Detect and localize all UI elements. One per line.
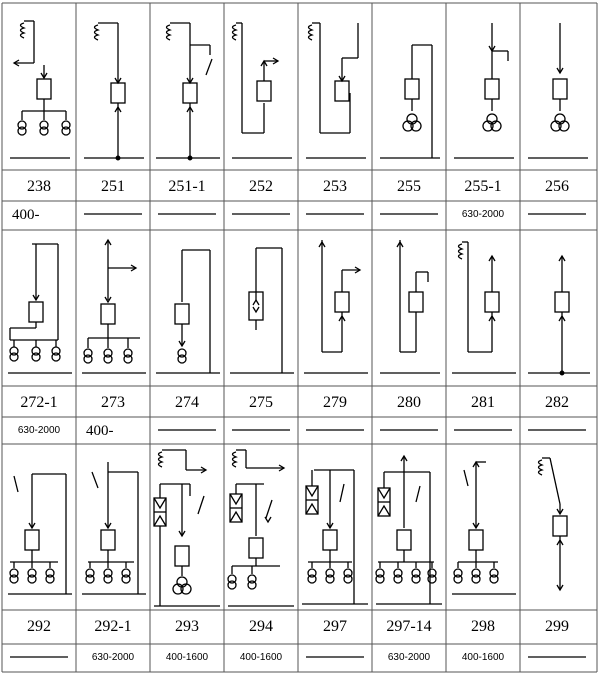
switch-box-icon <box>101 530 115 550</box>
transformer-icon <box>10 353 18 361</box>
transformer-icon <box>62 127 70 135</box>
scheme-code-label: 274 <box>175 394 199 411</box>
scheme-diagram-253 <box>306 23 366 158</box>
scheme-diagram-256 <box>528 23 588 158</box>
conductor-line <box>306 504 318 514</box>
transformer-icon <box>490 575 498 583</box>
switch-box-icon <box>405 79 419 99</box>
scheme-code-label: 251-1 <box>168 178 206 195</box>
scheme-code-label: 255-1 <box>464 178 502 195</box>
conductor-line <box>14 476 18 492</box>
scheme-diagram-279 <box>304 240 368 373</box>
transformer-icon <box>248 581 256 589</box>
transformer-icon <box>46 575 54 583</box>
coil-icon <box>539 460 543 475</box>
switch-box-icon <box>553 516 567 536</box>
switch-box-icon <box>29 302 43 322</box>
rated-current-label: 630-2000 <box>91 652 135 663</box>
switch-box-icon <box>101 304 115 324</box>
conductor-line <box>206 59 212 75</box>
transformer-icon <box>428 575 436 583</box>
transformer-icon <box>344 575 352 583</box>
scheme-code-label: 297 <box>323 618 347 635</box>
transformer-icon <box>326 575 334 583</box>
transformer-icon <box>454 575 462 583</box>
scheme-code-label: 255 <box>397 178 421 195</box>
scheme-code-label: 297-14 <box>386 618 432 635</box>
transformer-icon <box>104 355 112 363</box>
transformer-icon <box>124 355 132 363</box>
coil-icon <box>21 23 25 38</box>
switch-box-icon <box>553 79 567 99</box>
scheme-diagram-299 <box>539 458 568 590</box>
rated-current-label: 400-1600 <box>165 652 209 663</box>
conductor-line <box>154 516 166 526</box>
switch-box-icon <box>397 530 411 550</box>
scheme-diagram-292 <box>8 474 72 594</box>
switch-box-icon <box>257 81 271 101</box>
scheme-code-label: 275 <box>249 394 273 411</box>
scheme-diagram-275 <box>230 248 294 373</box>
transformer-icon <box>178 355 186 363</box>
coil-icon <box>159 452 163 467</box>
transformer-icon <box>32 353 40 361</box>
scheme-diagram-272-1 <box>8 244 72 373</box>
scheme-diagram-252 <box>232 23 292 158</box>
coil-icon <box>233 452 237 467</box>
scheme-diagram-292-1 <box>82 462 146 594</box>
conductor-line <box>266 500 272 518</box>
scheme-code-label: 293 <box>175 618 199 635</box>
coil-icon <box>95 25 99 40</box>
switch-box-icon <box>249 538 263 558</box>
scheme-code-label: 256 <box>545 178 569 195</box>
coil-icon <box>459 244 463 259</box>
transformer-icon <box>28 575 36 583</box>
coil-icon <box>233 25 237 40</box>
conductor-line <box>306 486 318 496</box>
scheme-diagram-238 <box>10 21 70 158</box>
switch-box-icon <box>323 530 337 550</box>
transformer-icon <box>472 575 480 583</box>
transformer-icon <box>86 575 94 583</box>
switch-box-icon <box>335 81 349 101</box>
switch-box-icon <box>175 304 189 324</box>
scheme-diagram-298 <box>452 462 516 594</box>
conductor-line <box>92 472 98 488</box>
switch-box-icon <box>175 546 189 566</box>
rated-current-label: 400- <box>86 423 114 439</box>
conductor-line <box>340 484 344 502</box>
conductor-line <box>464 470 468 486</box>
switch-box-icon <box>485 79 499 99</box>
scheme-diagram-255 <box>380 45 440 158</box>
transformer-icon <box>308 575 316 583</box>
scheme-diagram-280 <box>380 240 440 373</box>
scheme-diagram-297-14 <box>376 456 442 604</box>
scheme-code-label: 282 <box>545 394 569 411</box>
scheme-diagram-273 <box>82 240 146 373</box>
conductor-line <box>198 496 204 514</box>
transformer-icon <box>10 575 18 583</box>
scheme-diagram-251 <box>84 23 144 160</box>
transformer-icon <box>40 127 48 135</box>
rated-current-label: 400-1600 <box>239 652 283 663</box>
arrow-head-icon <box>265 517 271 522</box>
rated-current-label: 630-2000 <box>461 209 505 220</box>
scheme-code-label: 279 <box>323 394 347 411</box>
arrow-head-icon <box>253 307 259 312</box>
transformer-icon <box>52 353 60 361</box>
switch-box-icon <box>335 292 349 312</box>
scheme-code-label: 280 <box>397 394 421 411</box>
scheme-diagram-293 <box>154 450 220 606</box>
scheme-code-label: 292-1 <box>94 618 132 635</box>
rated-current-label: 630-2000 <box>17 425 61 436</box>
transformer-icon <box>84 355 92 363</box>
scheme-code-label: 298 <box>471 618 495 635</box>
switch-box-icon <box>469 530 483 550</box>
conductor-line <box>550 458 560 504</box>
scheme-code-label: 238 <box>27 178 51 195</box>
scheme-diagram-281 <box>452 242 516 373</box>
conductor-line <box>378 488 390 498</box>
rated-current-label: 400-1600 <box>461 652 505 663</box>
transformer-icon <box>18 127 26 135</box>
scheme-code-label: 281 <box>471 394 495 411</box>
switch-box-icon <box>555 292 569 312</box>
rated-current-label: 630-2000 <box>387 652 431 663</box>
switch-box-icon <box>25 530 39 550</box>
transformer-icon <box>412 575 420 583</box>
scheme-diagram-251-1 <box>156 23 220 160</box>
transformer-icon <box>376 575 384 583</box>
scheme-code-label: 251 <box>101 178 125 195</box>
transformer-icon <box>228 581 236 589</box>
scheme-diagram-274 <box>156 250 220 373</box>
transformer-icon <box>394 575 402 583</box>
switch-box-icon <box>111 83 125 103</box>
rated-current-label: 400- <box>12 207 40 223</box>
coil-icon <box>167 25 171 40</box>
scheme-diagram-297 <box>302 470 368 604</box>
conductor-line <box>230 512 242 522</box>
coil-icon <box>309 25 313 40</box>
transformer-icon <box>122 575 130 583</box>
scheme-diagram-255-1 <box>454 23 514 158</box>
transformer-icon <box>104 575 112 583</box>
scheme-code-label: 272-1 <box>20 394 58 411</box>
arrow-head-icon <box>253 300 259 305</box>
scheme-code-label: 252 <box>249 178 273 195</box>
scheme-code-label: 292 <box>27 618 51 635</box>
scheme-diagram-294 <box>228 450 294 606</box>
conductor-line <box>378 506 390 516</box>
conductor-line <box>154 498 166 508</box>
scheme-diagram-282 <box>528 256 590 375</box>
scheme-code-label: 294 <box>249 618 273 635</box>
scheme-code-label: 299 <box>545 618 569 635</box>
conductor-line <box>416 486 420 502</box>
scheme-code-label: 273 <box>101 394 125 411</box>
switch-box-icon <box>409 292 423 312</box>
switch-box-icon <box>485 292 499 312</box>
conductor-line <box>230 494 242 504</box>
switch-box-icon <box>37 79 51 99</box>
switch-box-icon <box>183 83 197 103</box>
scheme-code-label: 253 <box>323 178 347 195</box>
